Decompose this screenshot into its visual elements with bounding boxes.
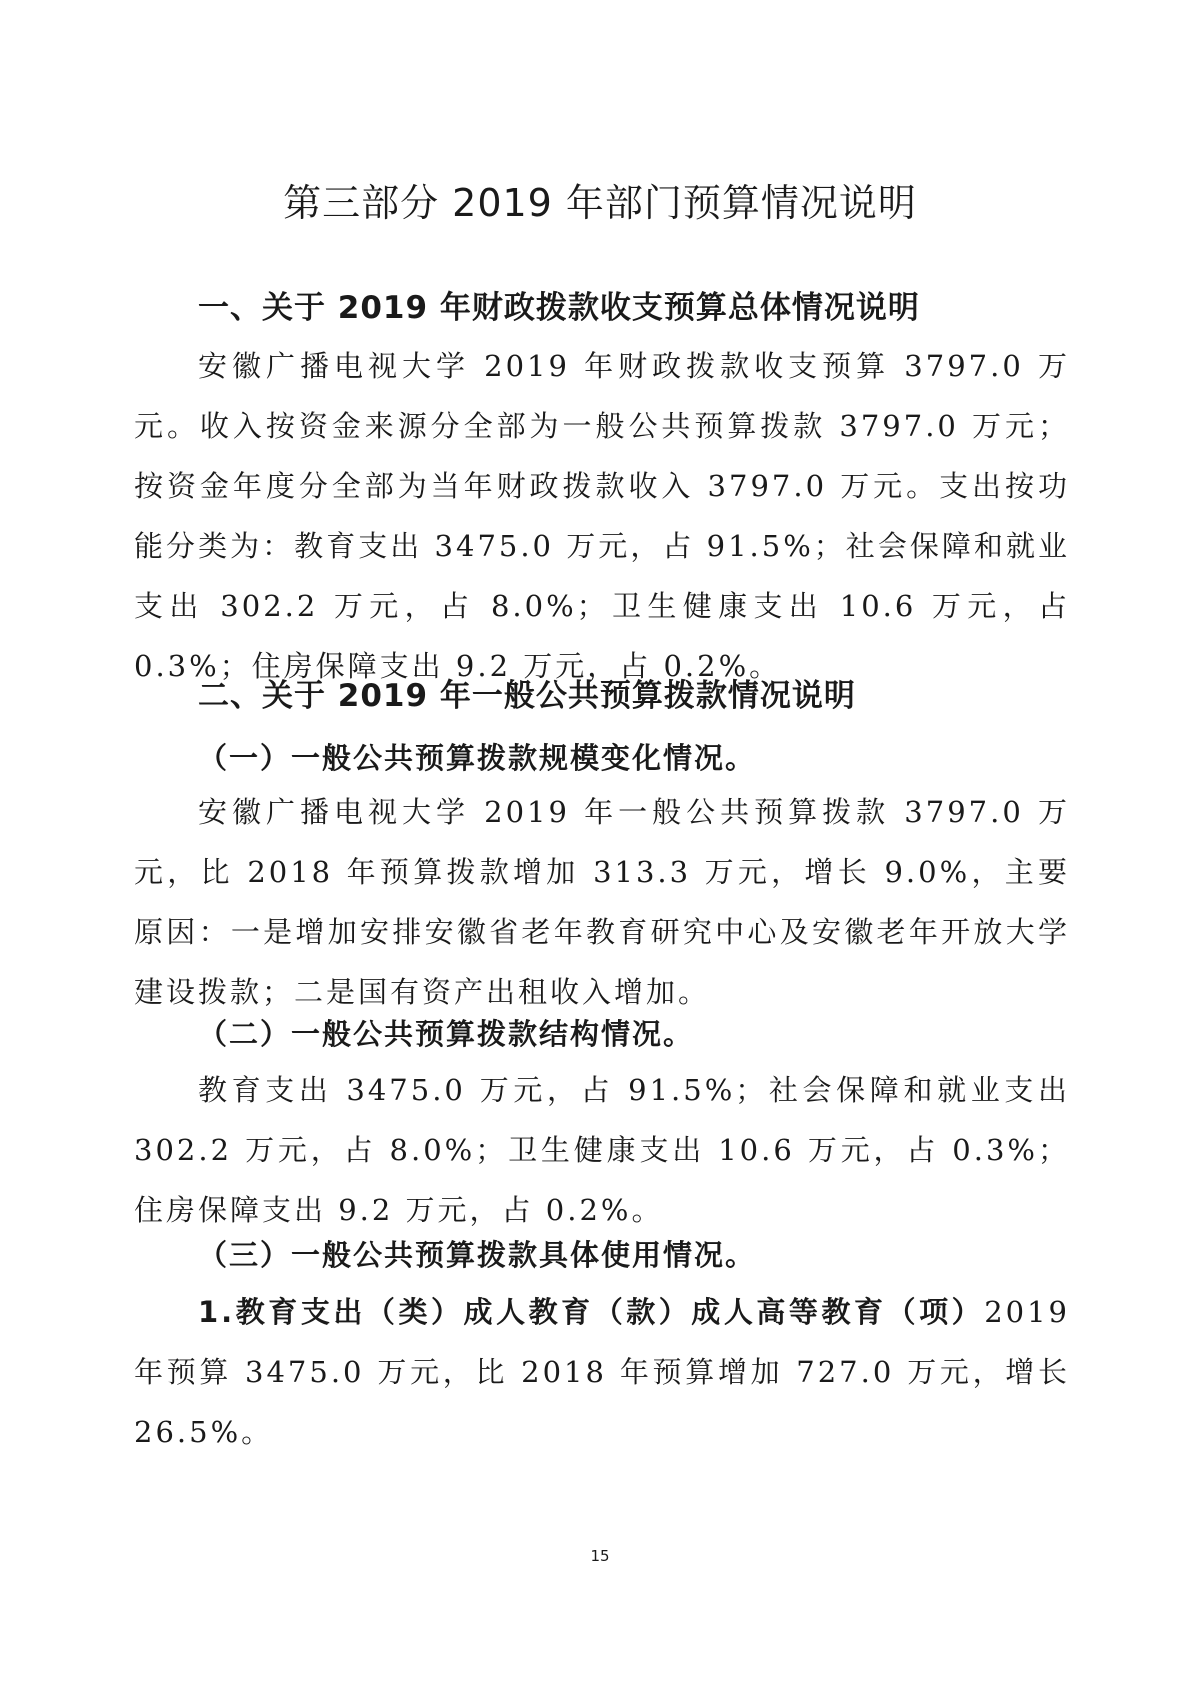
section-1-heading: 一、关于 2019 年财政拨款收支预算总体情况说明: [198, 290, 920, 326]
subsection-1-paragraph: 安徽广播电视大学 2019 年一般公共预算拨款 3797.0 万元，比 2018 年预算拨款增加 313.3 万元，增长 9.0%，主要原因：一是增加安排安徽省老年教育研究中心及安徽老年开放大学建设拨款；二是国有资产出租收入增加。: [134, 795, 1070, 1009]
item-1-lead: 1.教育支出（类）成人教育（款）成人高等教育（项）: [198, 1295, 985, 1329]
subsection-3-heading: （三）一般公共预算拨款具体使用情况。: [198, 1238, 757, 1272]
subsection-1-heading: （一）一般公共预算拨款规模变化情况。: [198, 741, 757, 775]
subsection-2-paragraph: 教育支出 3475.0 万元，占 91.5%；社会保障和就业支出 302.2 万元，占 8.0%；卫生健康支出 10.6 万元，占 0.3%；住房保障支出 9.2 万元，占 0.2%。: [134, 1073, 1070, 1227]
section-1-paragraph: 安徽广播电视大学 2019 年财政拨款收支预算 3797.0 万元。收入按资金来源分全部为一般公共预算拨款 3797.0 万元；按资金年度分全部为当年财政拨款收入 3797.0 万元。支出按功能分类为：教育支出 3475.0 万元，占 91.5%；社会保障和就业支出 302.2 万元，占 8.0%；卫生健康支出 10.6 万元，占 0.3%；住房保障支出 9.2 万元，占 0.2%。: [134, 349, 1070, 683]
section-2-heading: 二、关于 2019 年一般公共预算拨款情况说明: [198, 678, 856, 714]
subsection-2-heading: （二）一般公共预算拨款结构情况。: [198, 1017, 695, 1051]
item-1-text: 2019 年预算 3475.0 万元，比 2018 年预算增加 727.0 万元，增长 26.5%。: [134, 1295, 1070, 1449]
subsection-3-item-1: [134, 1282, 1070, 1462]
page-title: 第三部分 2019 年部门预算情况说明: [283, 181, 917, 225]
page-number: 15: [590, 1547, 610, 1565]
